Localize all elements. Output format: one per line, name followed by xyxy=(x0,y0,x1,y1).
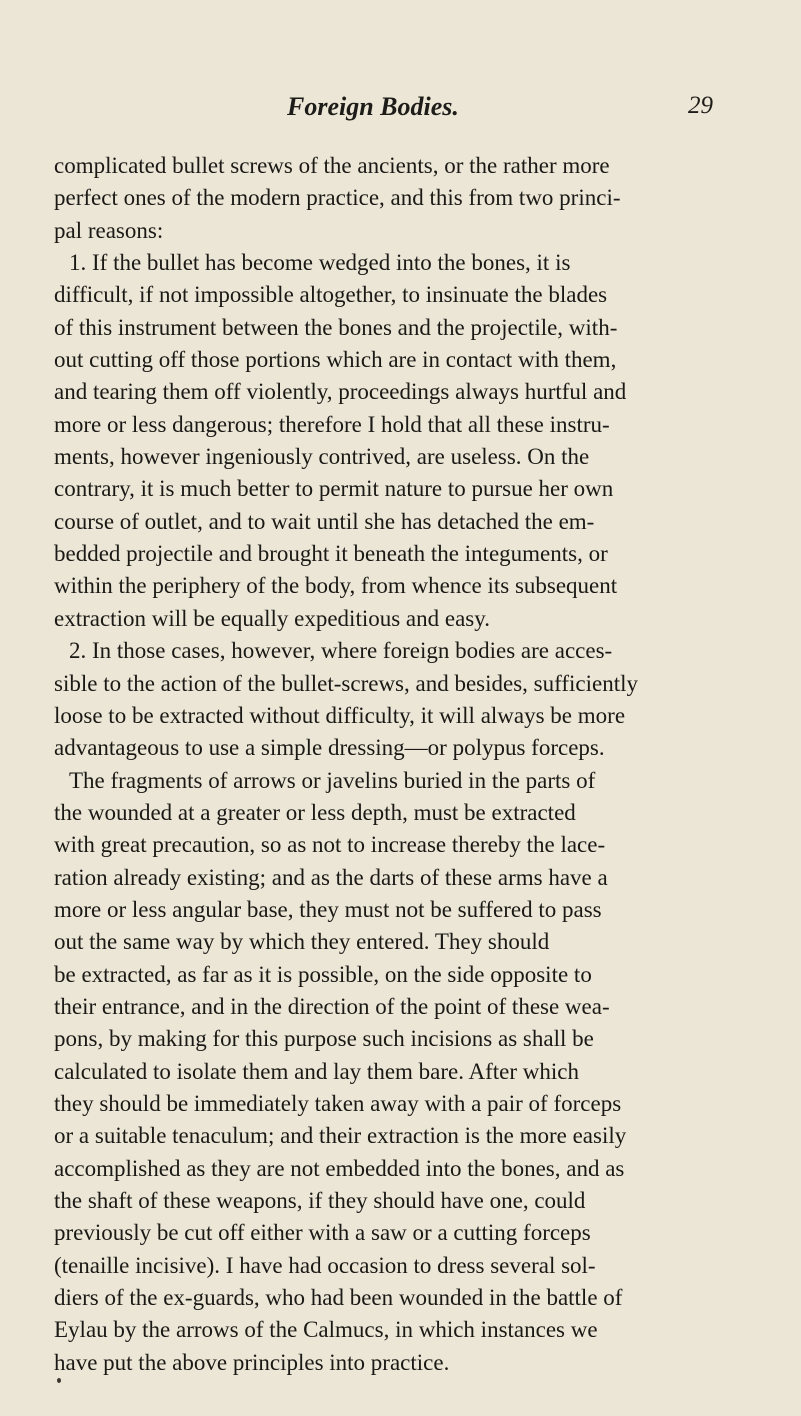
text-line: 2. In those cases, however, where foreign bodies are acces- xyxy=(69,638,613,664)
text-line: extraction will be equally expeditious and easy. xyxy=(54,605,491,631)
text-line: within the periphery of the body, from whence its subsequent xyxy=(54,573,618,599)
text-line: complicated bullet screws of the ancients, or the rather more xyxy=(54,153,610,178)
text-line: with great precaution, so as not to increase thereby the lace- xyxy=(54,832,606,858)
text-line: calculated to isolate them and lay them bare. After which xyxy=(54,1058,579,1084)
text-line: contrary, it is much better to permit nature to pursue her own xyxy=(54,476,614,502)
text-line: they should be immediately taken away with a pair of forceps xyxy=(54,1090,622,1116)
text-line: loose to be extracted without difficulty, it will always be more xyxy=(54,702,626,728)
text-line: ments, however ingeniously contrived, are useless. On the xyxy=(54,444,590,470)
text-line: be extracted, as far as it is possible, on the side opposite to xyxy=(54,961,592,987)
text-line: The fragments of arrows or javelins buried in the parts of xyxy=(69,767,596,793)
text-line: and tearing them off violently, proceedings always hurtful and xyxy=(54,379,627,405)
text-line: ration already existing; and as the darts of these arms have a xyxy=(54,864,608,890)
text-line: previously be cut off either with a saw or a cutting forceps xyxy=(54,1220,591,1246)
text-line: have put the above principles into practice. xyxy=(54,1349,450,1375)
page-header xyxy=(0,92,801,124)
text-line: pons, by making for this purpose such incisions as shall be xyxy=(54,1026,594,1052)
text-line: difficult, if not impossible altogether, to insinuate the blades xyxy=(54,282,608,308)
text-line: or a suitable tenaculum; and their extraction is the more easily xyxy=(54,1123,627,1149)
ink-speck-mark xyxy=(57,1378,61,1383)
text-line: 1. If the bullet has become wedged into the bones, it is xyxy=(69,250,571,276)
running-head: Foreign Bodies. xyxy=(287,92,459,121)
text-line: advantageous to use a simple dressing—or polypus forceps. xyxy=(54,735,605,761)
text-line: out cutting off those portions which are in contact with them, xyxy=(54,347,617,373)
text-line: of this instrument between the bones and the projectile, with- xyxy=(54,314,618,340)
text-line: the wounded at a greater or less depth, must be extracted xyxy=(54,799,576,825)
text-line: Eylau by the arrows of the Calmucs, in which instances we xyxy=(54,1317,598,1343)
text-line: pal reasons: xyxy=(54,217,164,243)
text-line: more or less dangerous; therefore I hold that all these instru- xyxy=(54,411,610,437)
text-line: sible to the action of the bullet-screws, and besides, sufficiently xyxy=(54,670,639,696)
page-number: 29 xyxy=(688,92,713,119)
body-text xyxy=(54,150,744,1379)
text-line: out the same way by which they entered. They should xyxy=(54,929,550,955)
text-line: course of outlet, and to wait until she has detached the em- xyxy=(54,508,595,534)
text-line: perfect ones of the modern practice, and this from two princi- xyxy=(54,185,621,211)
text-line: accomplished as they are not embedded into the bones, and as xyxy=(54,1155,625,1181)
text-line: the shaft of these weapons, if they should have one, could xyxy=(54,1188,586,1213)
text-line: diers of the ex-guards, who had been wounded in the battle of xyxy=(54,1285,623,1311)
text-line: more or less angular base, they must not be suffered to pass xyxy=(54,896,602,922)
text-line: their entrance, and in the direction of the point of these wea- xyxy=(54,993,610,1019)
text-line: bedded projectile and brought it beneath the integuments, or xyxy=(54,541,608,567)
text-line: (tenaille incisive). I have had occasion to dress several sol- xyxy=(54,1252,596,1278)
